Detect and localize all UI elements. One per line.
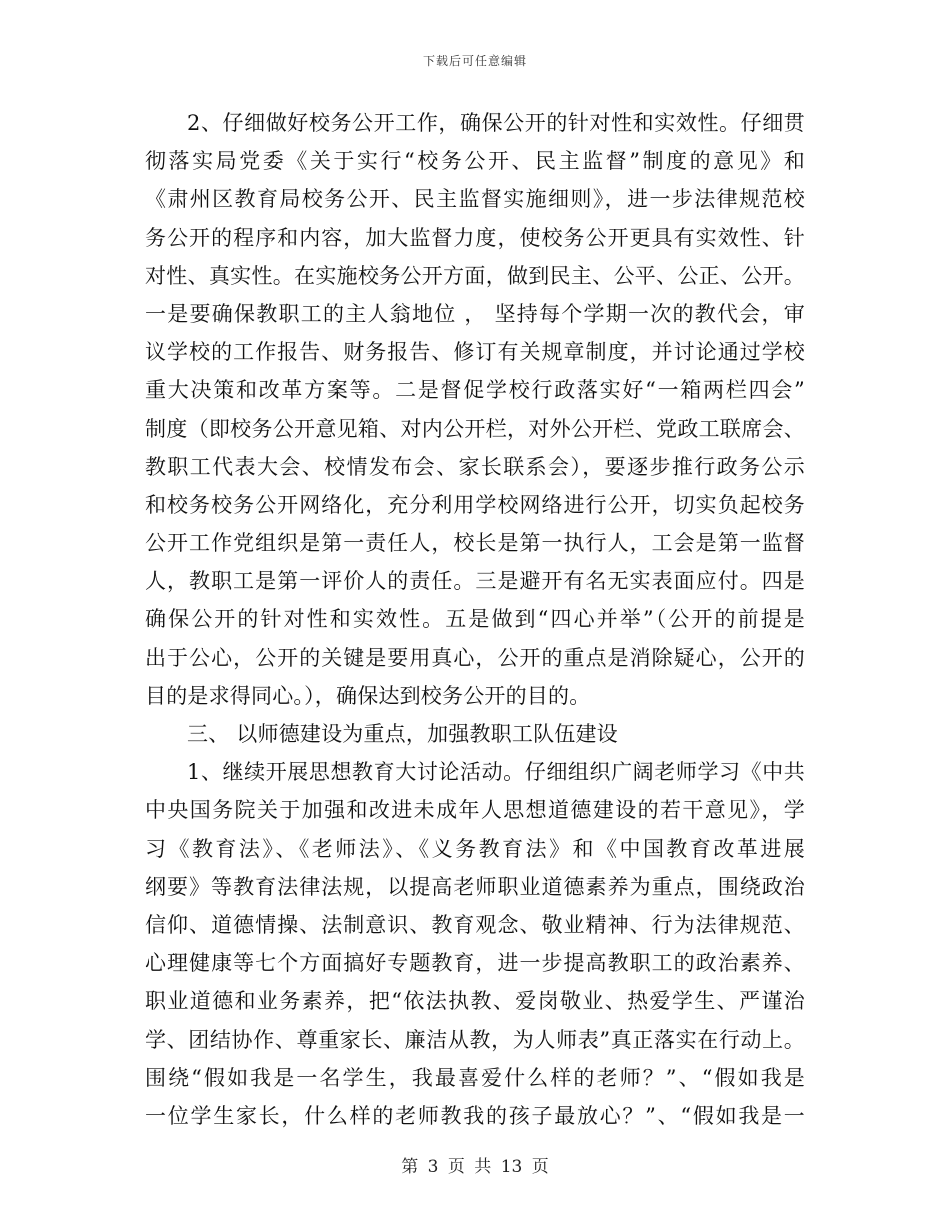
body-line: 教职工代表大会、校情发布会、家长联系会），要逐步推行政务公示 [145,454,805,479]
body-line: 学、团结协作、尊重家长、廉洁从教，为人师表”真正落实在行动上。 [145,1027,805,1052]
body-line: 心理健康等七个方面搞好专题教育，进一步提高教职工的政治素养、 [145,951,805,976]
body-line: 中央国务院关于加强和改进未成年人思想道德建设的若干意见》，学 [145,798,805,823]
document-body [145,104,805,1135]
body-line: 出于公心，公开的关键是要用真心，公开的重点是消除疑心，公开的 [145,645,805,670]
body-line: 2、仔细做好校务公开工作，确保公开的针对性和实效性。仔细贯 [187,111,805,135]
body-line: 《肃州区教育局校务公开、民主监督实施细则》，进一步法律规范校 [145,187,805,212]
body-line: 对性、真实性。在实施校务公开方面，做到民主、公平、公正、公开。 [145,263,805,288]
body-line: 务公开的程序和内容，加大监督力度，使校务公开更具有实效性、针 [145,225,805,250]
body-line: 重大决策和改革方案等。二是督促学校行政落实好“一箱两栏四会” [145,378,805,403]
body-line: 目的是求得同心。），确保达到校务公开的目的。 [145,683,591,708]
body-line: 习《教育法》、《老师法》、《义务教育法》和《中国教育改革进展 [145,836,805,861]
body-line: 公开工作党组织是第一责任人，校长是第一执行人，工会是第一监督 [145,531,805,556]
page-number-footer: 第 3 页 共 13 页 [401,1157,549,1177]
body-line: 议学校的工作报告、财务报告、修订有关规章制度，并讨论通过学校 [145,340,805,365]
body-line: 确保公开的针对性和实效性。五是做到“四心并举”（公开的前提是 [145,607,805,632]
body-line: 纲要》等教育法律法规，以提高老师职业道德素养为重点，围绕政治 [145,874,805,899]
body-line: 围绕“假如我是一名学生，我最喜爱什么样的老师？”、“假如我是 [145,1065,805,1090]
body-line: 和校务校务公开网络化，充分利用学校网络进行公开，切实负起校务 [145,492,805,517]
body-line: 职业道德和业务素养，把“依法执教、爱岗敬业、热爱学生、严谨治 [145,989,805,1014]
body-line: 1、继续开展思想教育大讨论活动。仔细组织广阔老师学习《中共 [187,760,805,785]
section-heading: 三、 以师德建设为重点，加强教职工队伍建设 [187,722,618,746]
body-line: 一是要确保教职工的主人翁地位 ， 坚持每个学期一次的教代会，审 [145,301,805,326]
body-line: 制度（即校务公开意见箱、对内公开栏，对外公开栏、党政工联席会、 [145,416,805,441]
body-line: 彻落实局党委《关于实行“校务公开、民主监督”制度的意见》和 [145,149,805,174]
body-line: 一位学生家长，什么样的老师教我的孩子最放心？”、“假如我是一 [145,1103,805,1128]
body-line: 人，教职工是第一评价人的责任。三是避开有名无实表面应付。四是 [145,569,805,594]
body-line: 信仰、道德情操、法制意识、教育观念、敬业精神、行为法律规范、 [145,912,805,937]
page-header-note: 下载后可任意编辑 [422,54,527,68]
